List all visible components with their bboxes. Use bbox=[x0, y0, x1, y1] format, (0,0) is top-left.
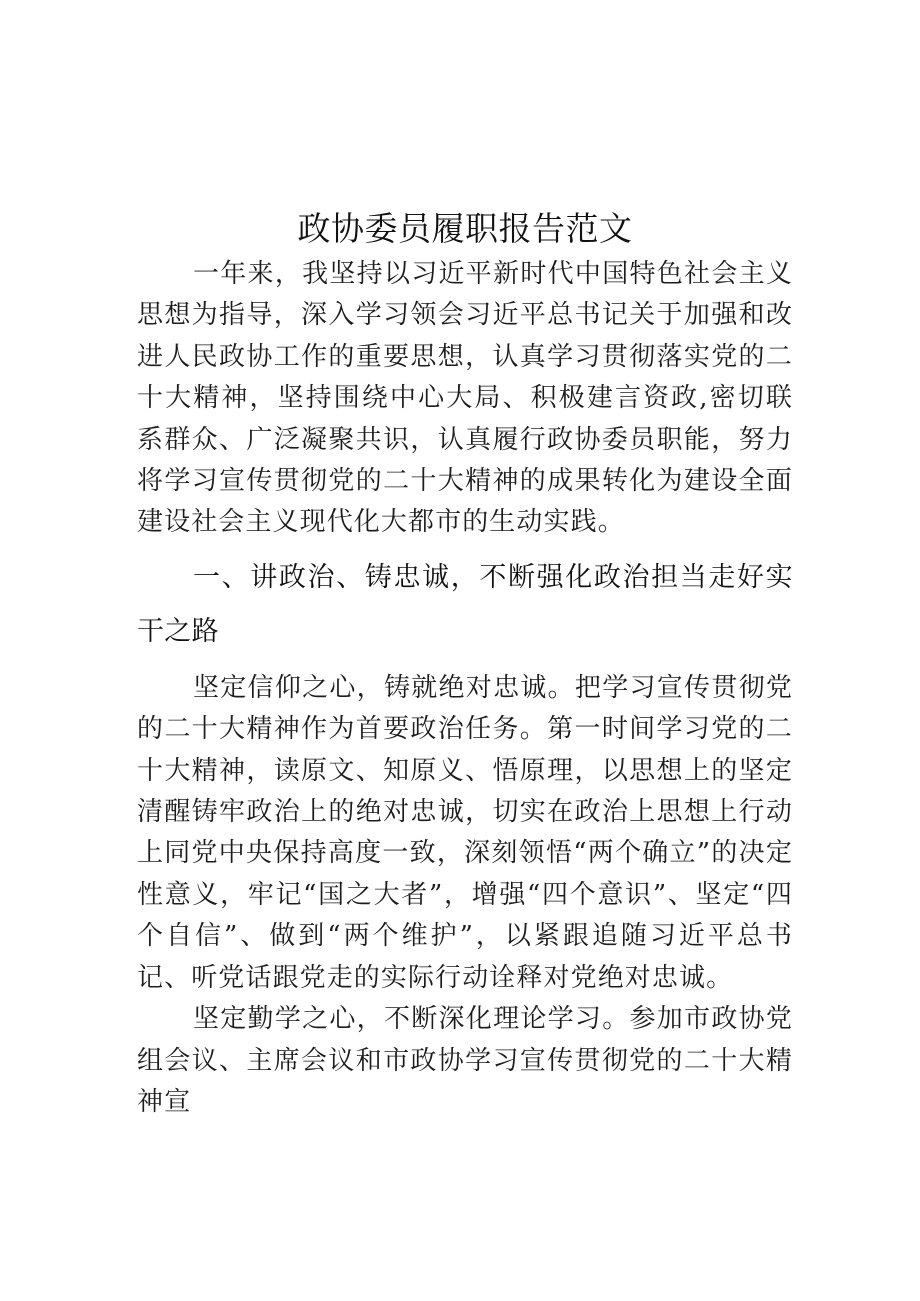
section-heading: 一、讲政治、铸忠诚，不断强化政治担当走好实干之路 bbox=[137, 561, 793, 647]
body-paragraph-loyalty: 坚定信仰之心，铸就绝对忠诚。把学习宣传贯彻党的二十大精神作为首要政治任务。第一时间学习党的二十大精神，读原文、知原义、悟原理，以思想上的坚定清醒铸牢政治上的绝对忠诚，切实在政治上思想上行动上同党中央保持高度一致，深刻领悟“两个确立”的决定性意义，牢记“国之大者”，增强“四个意识”、坚定“四个自信”、做到“两个维护”，以紧跟追随习近平总书记、听党话跟党走的实际行动诠释对党绝对忠诚。 bbox=[137, 672, 793, 993]
body-paragraph-study: 坚定勤学之心，不断深化理论学习。参加市政协党组会议、主席会议和市政协学习宣传贯彻党的二十大精神宣 bbox=[137, 1004, 793, 1117]
document-title: 政协委员履职报告范文 bbox=[297, 209, 633, 248]
document-body bbox=[137, 204, 793, 1123]
intro-paragraph: 一年来，我坚持以习近平新时代中国特色社会主义思想为指导，深入学习领会习近平总书记关于加强和改进人民政协工作的重要思想，认真学习贯彻落实党的二十大精神，坚持围绕中心大局、积极建言资政,密切联系群众、广泛凝聚共识，认真履行政协委员职能，努力将学习宣传贯彻党的二十大精神的成果转化为建设全面建设社会主义现代化大都市的生动实践。 bbox=[137, 259, 793, 538]
